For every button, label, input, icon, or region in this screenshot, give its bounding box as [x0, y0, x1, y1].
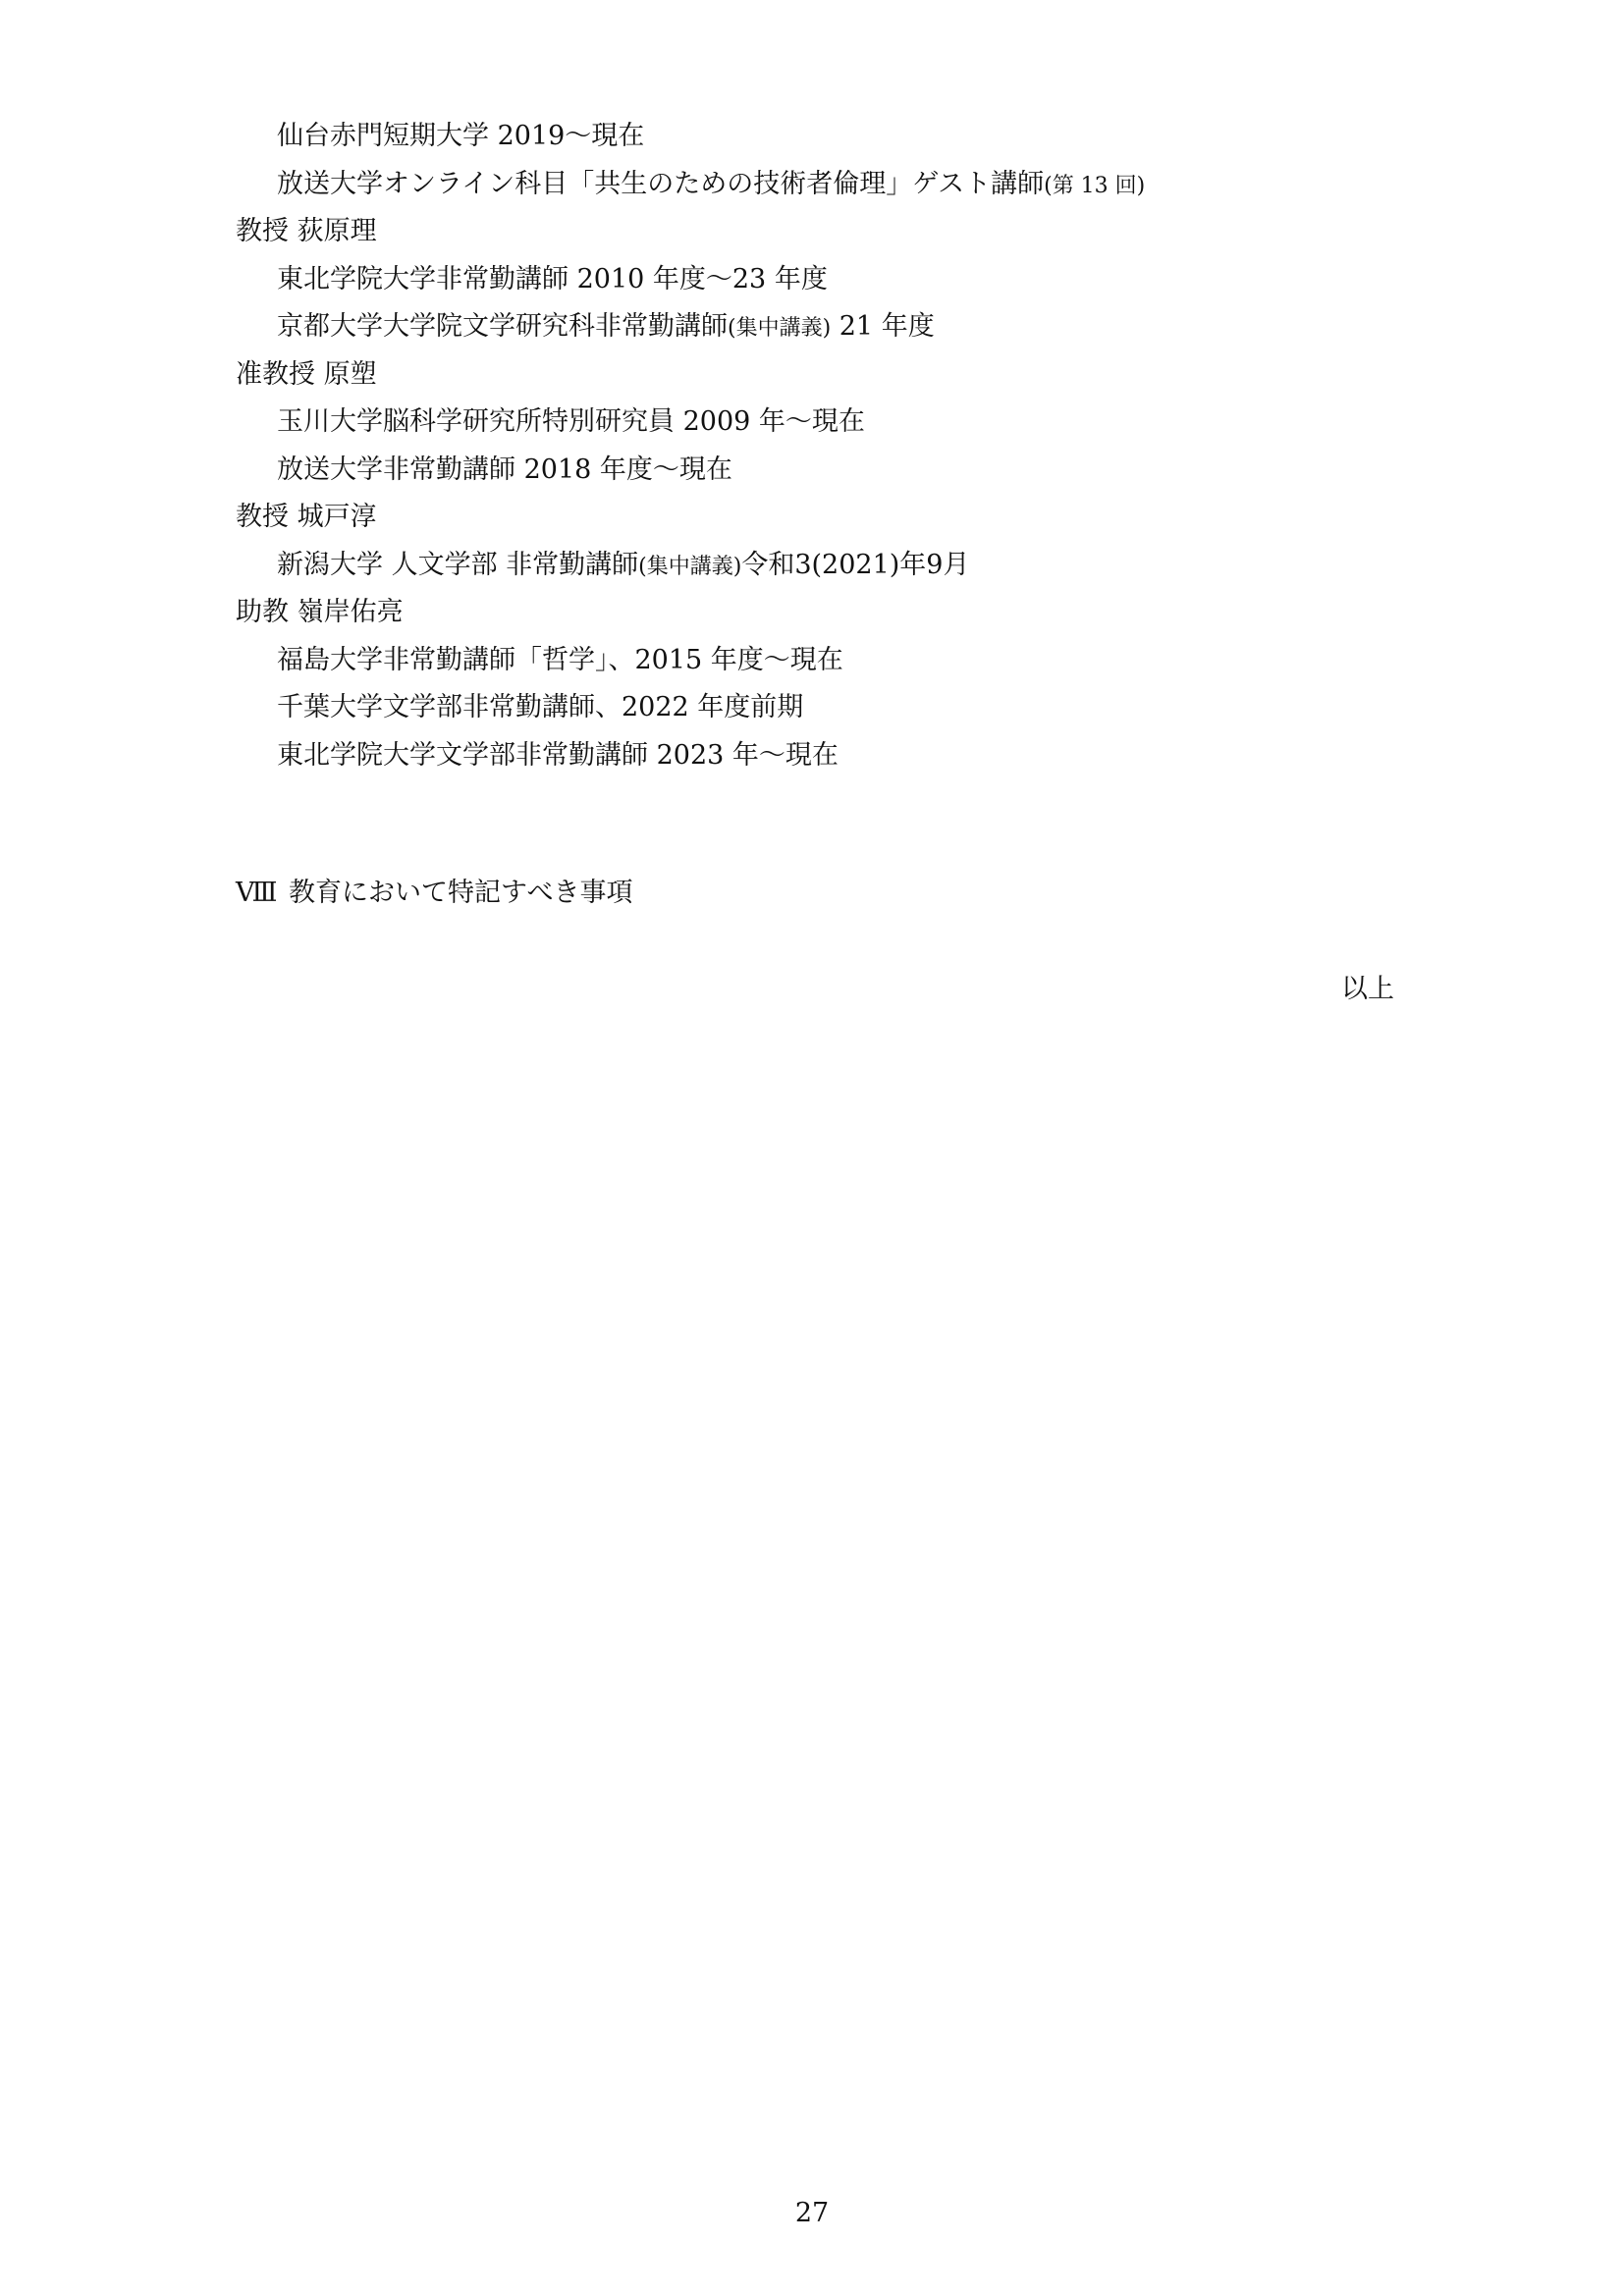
entry-text: 新潟大学 人文学部 非常勤講師 [277, 549, 639, 580]
person-name: 助教 嶺岸佑亮 [236, 597, 404, 627]
entry-text: 福島大学非常勤講師「哲学」、2015 年度～現在 [277, 644, 843, 675]
entry-note: (集中講義) [728, 316, 832, 341]
person-name: 准教授 原塑 [236, 358, 377, 390]
entry-text: 東北学院大学非常勤講師 2010 年度～23 年度 [277, 263, 828, 294]
person-name: 教授 城戸淳 [236, 502, 377, 532]
entries-list [236, 113, 1414, 779]
list-item [236, 303, 1414, 351]
page-number: 27 [794, 2198, 830, 2228]
list-item [236, 256, 1414, 304]
list-item [236, 684, 1414, 732]
entry-text: 放送大学非常勤講師 2018 年度～現在 [277, 454, 732, 485]
entry-text: 放送大学オンライン科目「共生のための技術者倫理」ゲスト講師 [277, 168, 1045, 199]
list-item [236, 399, 1414, 447]
entry-text: 東北学院大学文学部非常勤講師 2023 年～現在 [277, 739, 839, 771]
person-heading [236, 589, 1414, 637]
entry-tail: 21 年度 [831, 311, 935, 342]
person-name: 教授 荻原理 [236, 216, 377, 246]
person-heading [236, 494, 1414, 542]
list-item [236, 113, 1414, 161]
list-item [236, 732, 1414, 780]
entry-note: (集中講義) [638, 554, 742, 579]
entry-text: 京都大学大学院文学研究科非常勤講師 [277, 311, 728, 342]
person-heading [236, 208, 1414, 256]
person-heading [236, 351, 1414, 400]
entry-text: 千葉大学文学部非常勤講師、2022 年度前期 [277, 692, 804, 722]
entry-text: 仙台赤門短期大学 2019～現在 [277, 121, 645, 151]
closing-text: 以上 [1341, 974, 1394, 1004]
list-item [236, 637, 1414, 685]
section-heading [236, 874, 632, 913]
list-item [236, 542, 1414, 590]
entry-tail: 令和3(2021)年9月 [741, 549, 970, 580]
entry-note: (第 13 回) [1044, 173, 1146, 198]
section-title: 教育において特記すべき事項 [289, 878, 633, 908]
list-item [236, 447, 1414, 495]
list-item [236, 161, 1414, 209]
entry-text: 玉川大学脳科学研究所特別研究員 2009 年～現在 [277, 406, 865, 437]
section-number: Ⅷ [236, 878, 276, 908]
